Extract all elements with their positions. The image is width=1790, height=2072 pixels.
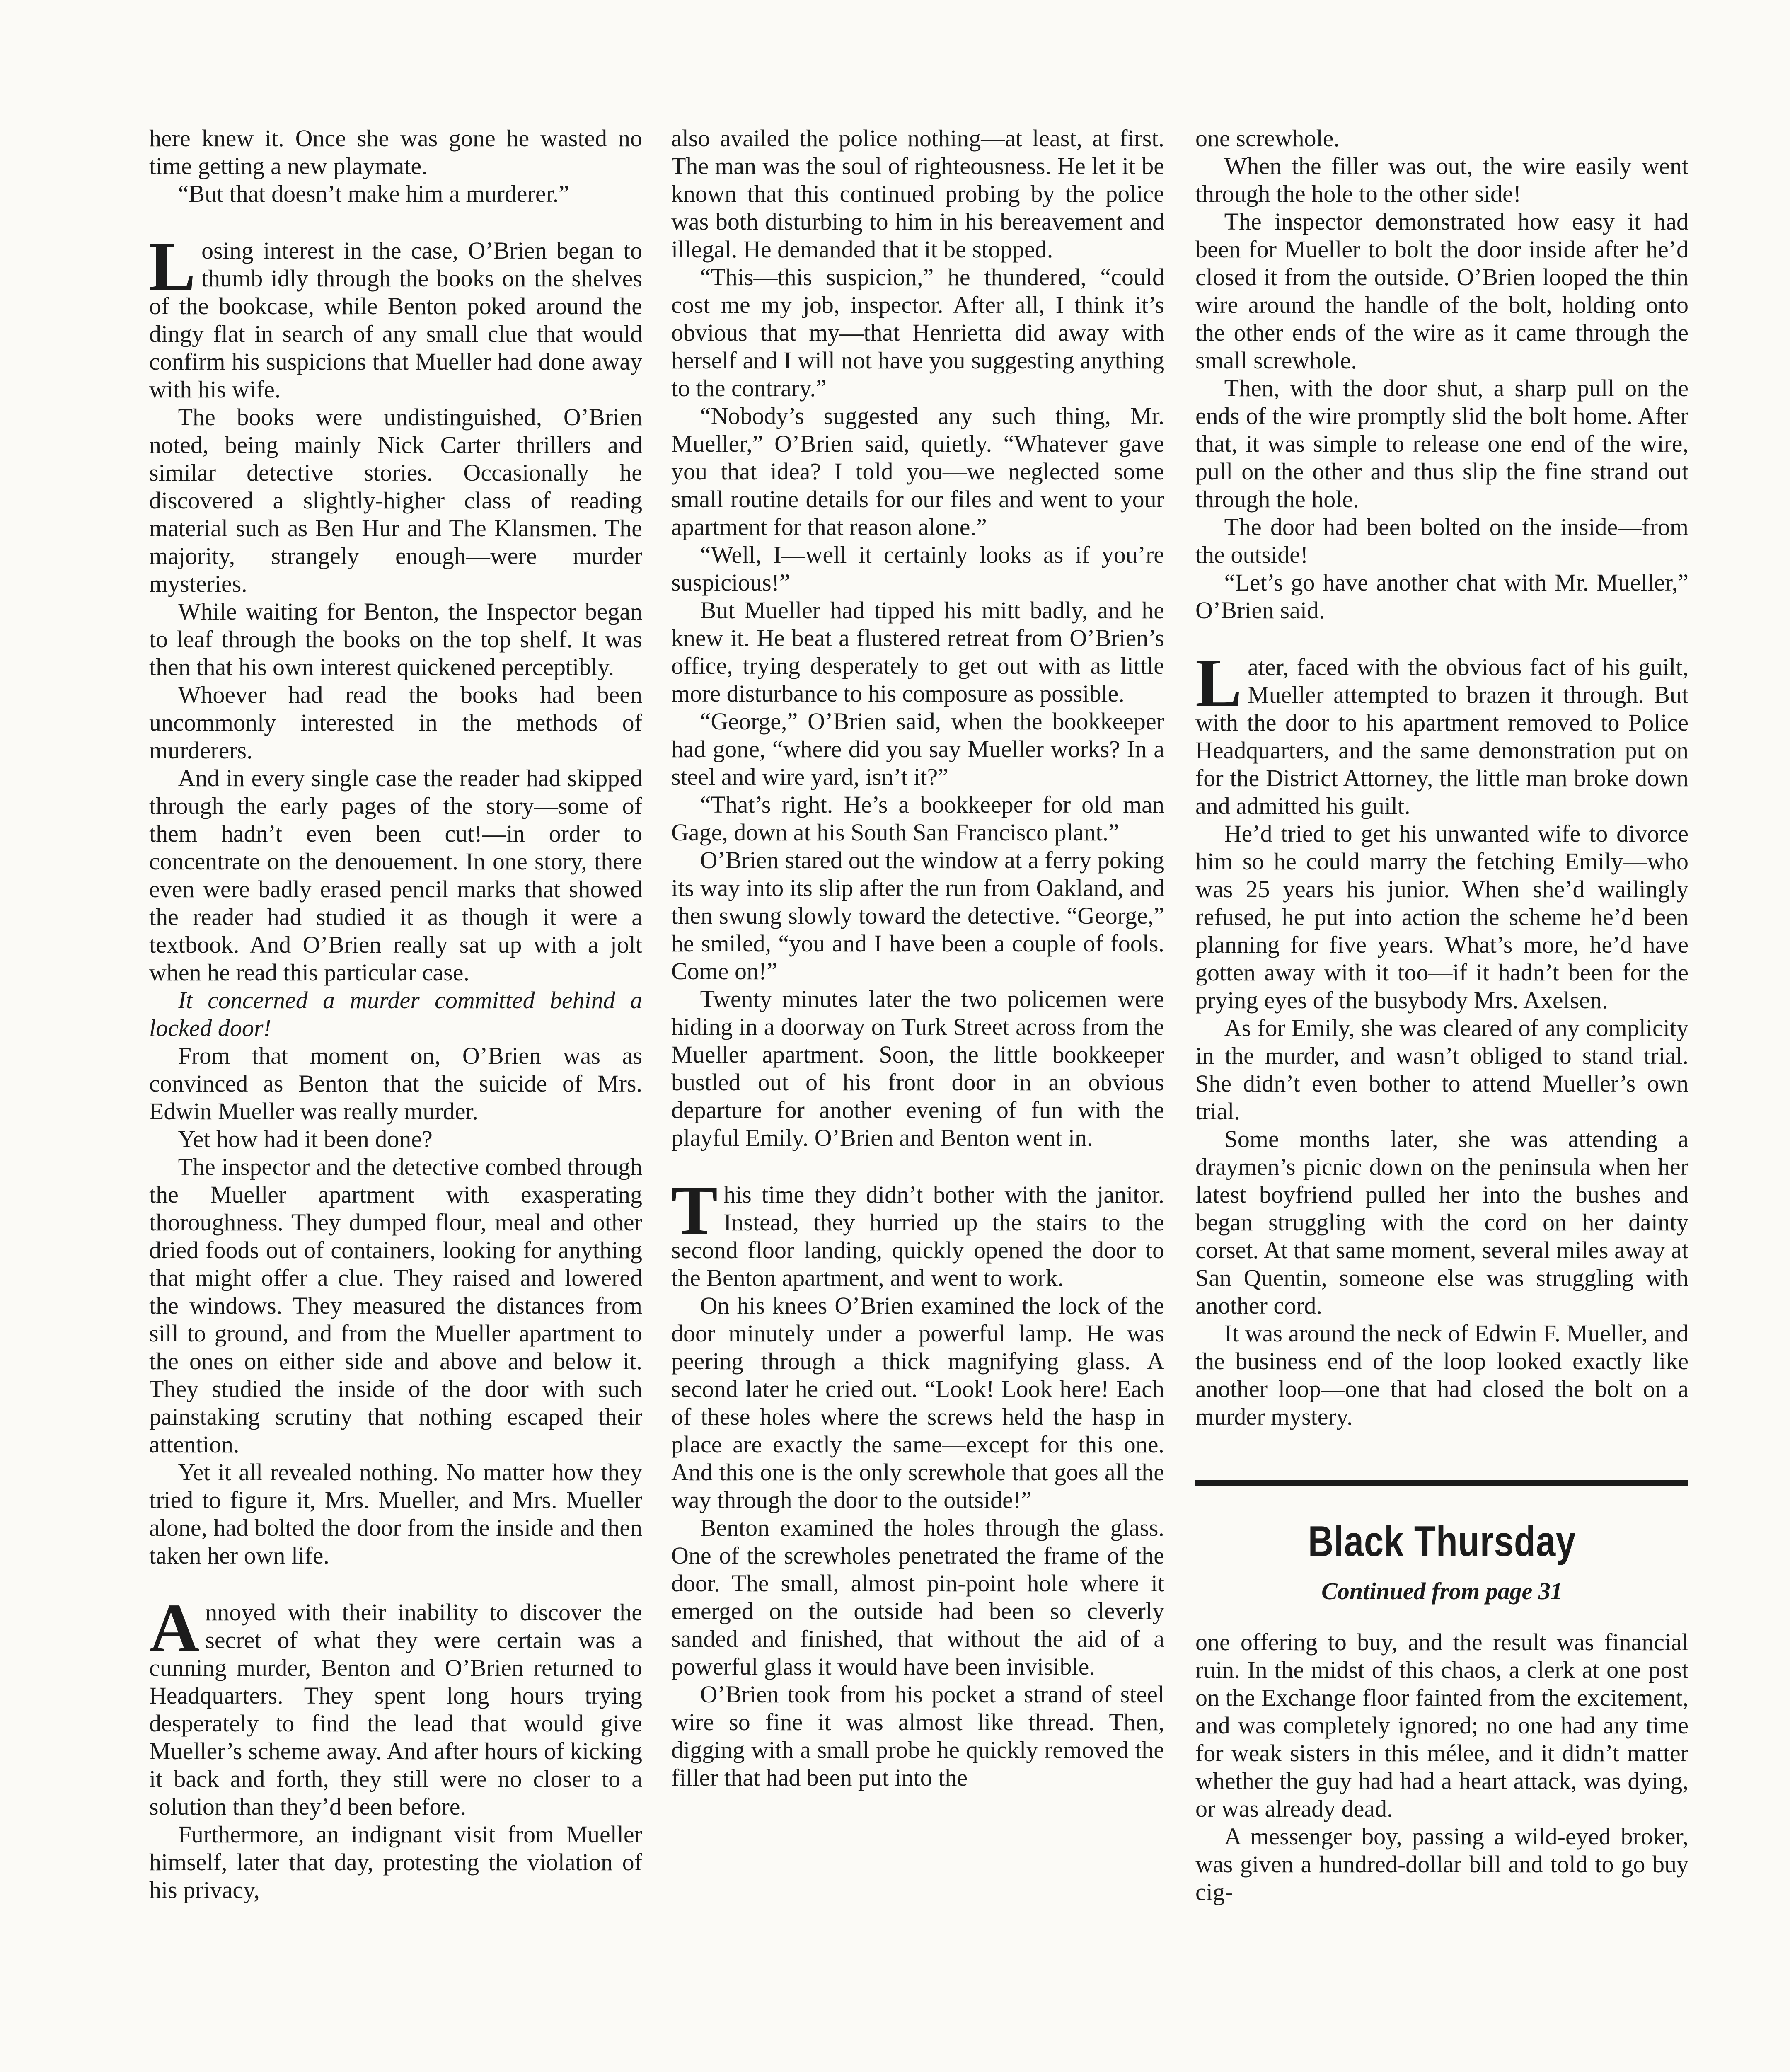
paragraph: The door had been bolted on the inside—from the outside! (1195, 513, 1688, 568)
paragraph: Later, faced with the obvious fact of his guilt, Mueller attempted to brazen it through. But with the door to his apartment removed to Police Headquarters, and the same demonstration put on for the District Attorney, the little man broke down and admitted his guilt. (1195, 644, 1688, 819)
paragraph: It was around the neck of Edwin F. Mueller, and the business end of the loop looked exactly like another loop—one that had closed the bolt on a murder mystery. (1195, 1320, 1688, 1430)
paragraph: Then, with the door shut, a sharp pull on the ends of the wire promptly slid the bolt home. After that, it was simple to release one end of the wire, pull on the other and thus slip the fine strand out through the hole. (1195, 375, 1688, 513)
paragraph: Yet it all revealed nothing. No matter how they tried to figure it, Mrs. Mueller, and Mrs. Mueller alone, had bolted the door from the inside and then taken her own life. (149, 1459, 642, 1569)
paragraph: It concerned a murder committed behind a locked door! (149, 987, 642, 1041)
paragraph: Yet how had it been done? (178, 1126, 433, 1152)
paragraph: “George,” O’Brien said, when the bookkeeper had gone, “where did you say Mueller works? In a steel and wire yard, isn’t it?” (671, 708, 1164, 790)
paragraph: But Mueller had tipped his mitt badly, and he knew it. He beat a flustered retreat from O’Brien’s office, trying desperately to get out with as little more disturbance to his composure as possible. (671, 597, 1164, 707)
paragraph: Losing interest in the case, O’Brien began to thumb idly through the books on the shelves of the bookcase, while Benton poked around the dingy flat in search of any small clue that would confirm his suspicions that Mueller had done away with his wife. (149, 228, 642, 403)
paragraph: “This—this suspicion,” he thundered, “could cost me my job, inspector. After all, I think it’s obvious that my—that Henrietta did away with herself and I will not have you suggesting anything to the contrary.” (671, 264, 1164, 402)
paragraph: This time they didn’t bother with the janitor. Instead, they hurried up the stairs to the second floor landing, quickly opened the door to the Benton apartment, and went to work. (671, 1172, 1164, 1291)
paragraph: Benton examined the holes through the glass. One of the screwholes penetrated the frame of the door. The small, almost pin-point hole where it emerged on the outside had been so cleverly sanded and finished, that without the aid of a powerful glass it would have been invisible. (671, 1514, 1164, 1680)
paragraph: also availed the police nothing—at least, at first. The man was the soul of righteousness. He let it be known that this continued probing by the police was both disturbing to him in his bereavement and illegal. He demanded that it be stopped. (671, 125, 1164, 263)
paragraph: The inspector and the detective combed through the Mueller apartment with exasperating thoroughness. They dumped flour, meal and other dried foods out of containers, looking for anything that might offer a clue. They raised and lowered the windows. They measured the distances from sill to ground, and from the Mueller apartment to the ones on either side and above and below it. They studied the inside of the door with such painstaking scrutiny that nothing escaped their attention. (149, 1153, 642, 1458)
continued-from-line: Continued from page 31 (1321, 1578, 1563, 1605)
paragraph: “But that doesn’t make him a murderer.” (178, 180, 569, 207)
paragraph: Twenty minutes later the two policemen were hiding in a doorway on Turk Street across from the Mueller apartment. Soon, the little bookkeeper bustled out of his front door in an obvious departure for another evening of fun with the playful Emily. O’Brien and Benton went in. (671, 985, 1164, 1151)
section-divider (1195, 1480, 1688, 1486)
paragraph: Whoever had read the books had been uncommonly interested in the methods of murderers. (149, 681, 642, 764)
paragraph: As for Emily, she was cleared of any complicity in the murder, and wasn’t obliged to stand trial. She didn’t even bother to attend Mueller’s own trial. (1195, 1014, 1688, 1125)
paragraph: On his knees O’Brien examined the lock of the door minutely under a powerful lamp. He was peering through a thick magnifying glass. A second later he cried out. “Look! Look here! Each of these holes where the screws held the hasp in place are exactly the same—except for this one. And this one is the only screwhole that goes all the way through the door to the outside!” (671, 1292, 1164, 1513)
black-thursday-title: Black Thursday (1308, 1518, 1576, 1566)
paragraph: When the filler was out, the wire easily went through the hole to the other side! (1195, 152, 1688, 207)
paragraph: Some months later, she was attending a draymen’s picnic down on the peninsula when her latest boyfriend pulled her into the bushes and began struggling with the cord on her dainty corset. At that same moment, several miles away at San Quentin, someone else was struggling with another cord. (1195, 1126, 1688, 1319)
text-column-2 (671, 124, 1164, 1791)
paragraph: The books were undistinguished, O’Brien noted, being mainly Nick Carter thrillers and similar detective stories. Occasionally he discovered a slightly-higher class of reading material such as Ben Hur and The Klansmen. The majority, strangely enough—were murder mysteries. (149, 404, 642, 597)
paragraph: one offering to buy, and the result was financial ruin. In the midst of this chaos, a clerk at one post on the Exchange floor fainted from the excitement, and was completely ignored; no one had any time for weak sisters in this mélee, and it didn’t matter whether the guy had had a heart attack, was dying, or was already dead. (1195, 1629, 1688, 1822)
paragraph: “That’s right. He’s a bookkeeper for old man Gage, down at his South San Francisco plant.” (671, 791, 1164, 846)
text-column-3 (1195, 124, 1688, 1906)
paragraph: The inspector demonstrated how easy it had been for Mueller to bolt the door inside after he’d closed it from the outside. O’Brien looped the thin wire around the handle of the bolt, holding onto the other ends of the wire as it came through the small screwhole. (1195, 208, 1688, 374)
paragraph: From that moment on, O’Brien was as convinced as Benton that the suicide of Mrs. Edwin Mueller was really murder. (149, 1042, 642, 1125)
paragraph: And in every single case the reader had skipped through the early pages of the story—some of them hadn’t even been cut!—in order to concentrate on the denouement. In one story, there even were badly erased pencil marks that showed the reader had studied it as though it were a textbook. And O’Brien really sat up with a jolt when he read this particular case. (149, 765, 642, 986)
paragraph: “Nobody’s suggested any such thing, Mr. Mueller,” O’Brien said, quietly. “Whatever gave you that idea? I told you—we neglected some small routine details for our files and went to your apartment for that reason alone.” (671, 402, 1164, 540)
paragraph: Annoyed with their inability to discover the secret of what they were certain was a cunning murder, Benton and O’Brien returned to Headquarters. They spent long hours trying desperately to find the lead that would give Mueller’s scheme away. And after hours of kicking it back and forth, they still were no closer to a solution than they’d been before. (149, 1590, 642, 1820)
paragraph: “Let’s go have another chat with Mr. Mueller,” O’Brien said. (1195, 569, 1688, 624)
paragraph: While waiting for Benton, the Inspector began to leaf through the books on the top shelf. It was then that his own interest quickened perceptibly. (149, 598, 642, 680)
paragraph: O’Brien stared out the window at a ferry poking its way into its slip after the run from Oakland, and then swung slowly toward the detective. “George,” he smiled, “you and I have been a couple of fools. Come on!” (671, 847, 1164, 985)
paragraph: O’Brien took from his pocket a strand of steel wire so fine it was almost like thread. Then, digging with a small probe he quickly removed the filler that had been put into the (671, 1681, 1164, 1791)
paragraph: here knew it. Once she was gone he wasted no time getting a new playmate. (149, 125, 642, 179)
paragraph: He’d tried to get his unwanted wife to divorce him so he could marry the fetching Emily—who was 25 years his junior. When she’d wailingly refused, he put into action the scheme he’d been planning for five years. What’s more, he’d have gotten away with it too—if it hadn’t been for the prying eyes of the busybody Mrs. Axelsen. (1195, 820, 1688, 1014)
black-thursday-body (1195, 1628, 1688, 1906)
mystery-story-ending (1195, 124, 1688, 1431)
paragraph: A messenger boy, passing a wild-eyed broker, was given a hundred-dollar bill and told to go buy cig- (1195, 1823, 1688, 1905)
paragraph: one screwhole. (1195, 125, 1340, 152)
paragraph: Furthermore, an indignant visit from Mueller himself, later that day, protesting the violation of his privacy, (149, 1821, 642, 1903)
text-column-1 (149, 124, 642, 1904)
paragraph: “Well, I—well it certainly looks as if you’re suspicious!” (671, 541, 1164, 596)
